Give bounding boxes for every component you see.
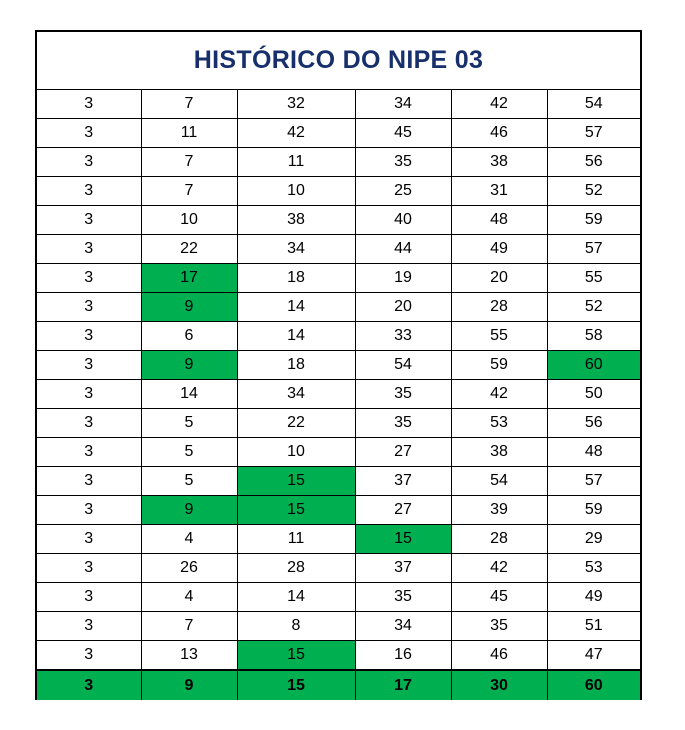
table-cell[interactable]: 52 <box>547 177 640 206</box>
table-cell[interactable]: 37 <box>355 467 451 496</box>
summary-cell[interactable]: 30 <box>451 670 547 700</box>
table-cell[interactable]: 3 <box>37 612 141 641</box>
table-cell[interactable]: 22 <box>237 409 355 438</box>
table-cell[interactable]: 28 <box>451 293 547 322</box>
table-cell[interactable]: 57 <box>547 119 640 148</box>
table-cell[interactable]: 38 <box>237 206 355 235</box>
highlighted-cell[interactable]: 9 <box>141 496 237 525</box>
table-row <box>37 438 640 467</box>
highlighted-cell[interactable]: 9 <box>141 293 237 322</box>
table-cell[interactable]: 50 <box>547 380 640 409</box>
table-cell[interactable]: 48 <box>547 438 640 467</box>
table-cell[interactable]: 59 <box>451 351 547 380</box>
summary-cell[interactable]: 15 <box>237 670 355 700</box>
table-cell[interactable]: 3 <box>37 322 141 351</box>
table-row <box>37 90 640 119</box>
table-cell[interactable]: 7 <box>141 148 237 177</box>
table-cell[interactable]: 40 <box>355 206 451 235</box>
table-row <box>37 583 640 612</box>
table-cell[interactable]: 14 <box>141 380 237 409</box>
summary-row <box>37 670 640 700</box>
table-row <box>37 264 640 293</box>
table-cell[interactable]: 3 <box>37 148 141 177</box>
highlighted-cell[interactable]: 17 <box>141 264 237 293</box>
table-cell[interactable]: 55 <box>451 322 547 351</box>
highlighted-cell[interactable]: 15 <box>237 496 355 525</box>
table-row <box>37 467 640 496</box>
history-table <box>37 90 640 700</box>
table-cell[interactable]: 59 <box>547 206 640 235</box>
table-cell[interactable]: 3 <box>37 641 141 671</box>
table-cell[interactable]: 49 <box>451 235 547 264</box>
table-cell[interactable]: 25 <box>355 177 451 206</box>
table-row <box>37 177 640 206</box>
table-cell[interactable]: 3 <box>37 438 141 467</box>
table-cell[interactable]: 38 <box>451 148 547 177</box>
table-cell[interactable]: 55 <box>547 264 640 293</box>
table-cell[interactable]: 34 <box>237 380 355 409</box>
table-cell[interactable]: 3 <box>37 293 141 322</box>
table-cell[interactable]: 51 <box>547 612 640 641</box>
table-cell[interactable]: 16 <box>355 641 451 671</box>
table-cell[interactable]: 52 <box>547 293 640 322</box>
highlighted-cell[interactable]: 60 <box>547 351 640 380</box>
table-cell[interactable]: 34 <box>355 612 451 641</box>
table-cell[interactable]: 35 <box>355 148 451 177</box>
table-cell[interactable]: 28 <box>451 525 547 554</box>
table-cell[interactable]: 54 <box>451 467 547 496</box>
table-cell[interactable]: 46 <box>451 641 547 671</box>
table-cell[interactable]: 18 <box>237 264 355 293</box>
table-cell[interactable]: 37 <box>355 554 451 583</box>
table-cell[interactable]: 7 <box>141 612 237 641</box>
table-cell[interactable]: 38 <box>451 438 547 467</box>
table-cell[interactable]: 3 <box>37 264 141 293</box>
table-cell[interactable]: 3 <box>37 351 141 380</box>
table-row <box>37 351 640 380</box>
table-cell[interactable]: 5 <box>141 438 237 467</box>
table-cell[interactable]: 20 <box>355 293 451 322</box>
table-row <box>37 612 640 641</box>
table-cell[interactable]: 56 <box>547 148 640 177</box>
table-cell[interactable]: 3 <box>37 554 141 583</box>
table-cell[interactable]: 31 <box>451 177 547 206</box>
table-cell[interactable]: 3 <box>37 525 141 554</box>
summary-cell[interactable]: 17 <box>355 670 451 700</box>
table-cell[interactable]: 3 <box>37 380 141 409</box>
table-cell[interactable]: 46 <box>451 119 547 148</box>
summary-cell[interactable]: 9 <box>141 670 237 700</box>
table-cell[interactable]: 34 <box>237 235 355 264</box>
table-row <box>37 119 640 148</box>
table-cell[interactable]: 5 <box>141 409 237 438</box>
table-cell[interactable]: 47 <box>547 641 640 671</box>
table-row <box>37 293 640 322</box>
highlighted-cell[interactable]: 15 <box>237 641 355 671</box>
table-row <box>37 206 640 235</box>
table-cell[interactable]: 3 <box>37 496 141 525</box>
table-cell[interactable]: 6 <box>141 322 237 351</box>
table-cell[interactable]: 27 <box>355 496 451 525</box>
table-cell[interactable]: 10 <box>141 206 237 235</box>
table-cell[interactable]: 3 <box>37 235 141 264</box>
table-cell[interactable]: 11 <box>237 148 355 177</box>
table-cell[interactable]: 34 <box>355 90 451 119</box>
table-cell[interactable]: 27 <box>355 438 451 467</box>
table-cell[interactable]: 3 <box>37 119 141 148</box>
table-cell[interactable]: 7 <box>141 177 237 206</box>
table-cell[interactable]: 4 <box>141 583 237 612</box>
table-cell[interactable]: 10 <box>237 438 355 467</box>
table-cell[interactable]: 14 <box>237 293 355 322</box>
table-cell[interactable]: 18 <box>237 351 355 380</box>
table-row <box>37 409 640 438</box>
table-cell[interactable]: 45 <box>355 119 451 148</box>
table-cell[interactable]: 56 <box>547 409 640 438</box>
table-cell[interactable]: 3 <box>37 177 141 206</box>
table-cell[interactable]: 26 <box>141 554 237 583</box>
table-cell[interactable]: 19 <box>355 264 451 293</box>
table-cell[interactable]: 58 <box>547 322 640 351</box>
table-cell[interactable]: 14 <box>237 583 355 612</box>
table-cell[interactable]: 54 <box>547 90 640 119</box>
table-cell[interactable]: 11 <box>141 119 237 148</box>
table-cell[interactable]: 32 <box>237 90 355 119</box>
sheet-title: HISTÓRICO DO NIPE 03 <box>37 32 640 90</box>
table-cell[interactable]: 3 <box>37 467 141 496</box>
table-cell[interactable]: 3 <box>37 583 141 612</box>
table-cell[interactable]: 57 <box>547 467 640 496</box>
table-cell[interactable]: 5 <box>141 467 237 496</box>
spreadsheet-frame <box>35 30 642 700</box>
history-table-body <box>37 90 640 700</box>
table-cell[interactable]: 10 <box>237 177 355 206</box>
summary-cell[interactable]: 3 <box>37 670 141 700</box>
table-cell[interactable]: 42 <box>451 90 547 119</box>
table-row <box>37 380 640 409</box>
table-row <box>37 641 640 671</box>
table-cell[interactable]: 49 <box>547 583 640 612</box>
table-cell[interactable]: 35 <box>355 380 451 409</box>
highlighted-cell[interactable]: 9 <box>141 351 237 380</box>
table-cell[interactable]: 3 <box>37 90 141 119</box>
table-cell[interactable]: 57 <box>547 235 640 264</box>
table-row <box>37 554 640 583</box>
table-cell[interactable]: 44 <box>355 235 451 264</box>
table-cell[interactable]: 35 <box>355 409 451 438</box>
table-cell[interactable]: 8 <box>237 612 355 641</box>
table-cell[interactable]: 45 <box>451 583 547 612</box>
table-cell[interactable]: 20 <box>451 264 547 293</box>
table-row <box>37 322 640 351</box>
table-cell[interactable]: 42 <box>451 554 547 583</box>
table-row <box>37 235 640 264</box>
table-cell[interactable]: 42 <box>451 380 547 409</box>
table-cell[interactable]: 39 <box>451 496 547 525</box>
table-row <box>37 496 640 525</box>
table-cell[interactable]: 53 <box>451 409 547 438</box>
table-cell[interactable]: 33 <box>355 322 451 351</box>
table-cell[interactable]: 13 <box>141 641 237 671</box>
table-cell[interactable]: 28 <box>237 554 355 583</box>
table-cell[interactable]: 59 <box>547 496 640 525</box>
summary-cell[interactable]: 60 <box>547 670 640 700</box>
table-cell[interactable]: 11 <box>237 525 355 554</box>
table-row <box>37 525 640 554</box>
table-cell[interactable]: 29 <box>547 525 640 554</box>
table-cell[interactable]: 42 <box>237 119 355 148</box>
table-cell[interactable]: 7 <box>141 90 237 119</box>
table-cell[interactable]: 35 <box>355 583 451 612</box>
highlighted-cell[interactable]: 15 <box>237 467 355 496</box>
table-cell[interactable]: 14 <box>237 322 355 351</box>
table-cell[interactable]: 35 <box>451 612 547 641</box>
table-cell[interactable]: 3 <box>37 409 141 438</box>
table-cell[interactable]: 48 <box>451 206 547 235</box>
table-cell[interactable]: 4 <box>141 525 237 554</box>
highlighted-cell[interactable]: 15 <box>355 525 451 554</box>
table-cell[interactable]: 54 <box>355 351 451 380</box>
table-cell[interactable]: 53 <box>547 554 640 583</box>
table-cell[interactable]: 22 <box>141 235 237 264</box>
table-cell[interactable]: 3 <box>37 206 141 235</box>
table-row <box>37 148 640 177</box>
